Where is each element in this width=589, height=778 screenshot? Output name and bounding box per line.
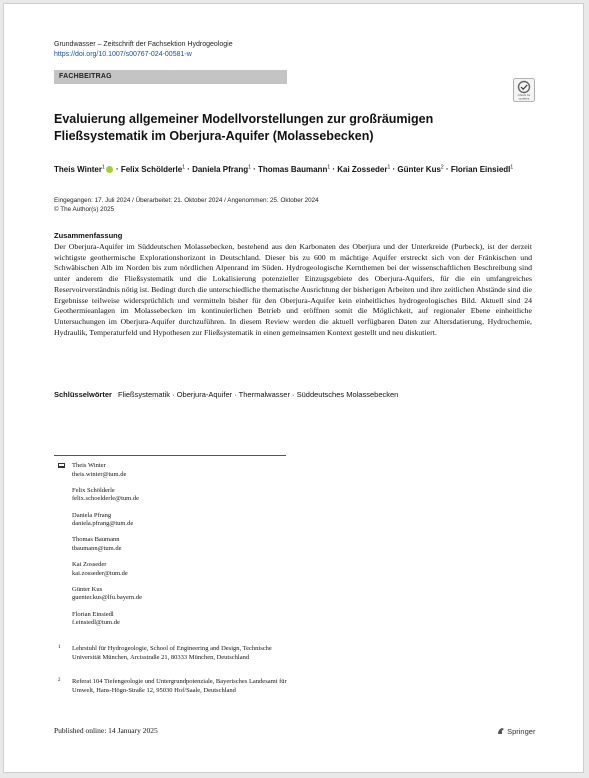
author-name: Florian Einsiedl (450, 164, 511, 174)
badge-line2: updates (518, 96, 530, 101)
author[interactable] (258, 165, 330, 174)
contact-email[interactable]: f.einsiedl@tum.de (72, 619, 120, 627)
keywords (54, 390, 398, 399)
received-dates: Eingegangen: 17. Juli 2024 / Überarbeitet: 21. Oktober 2024 / Angenommen: 25. Oktober 2024 (54, 197, 319, 204)
badge-line1: Check for (517, 93, 531, 97)
author-name: Daniela Pfrang (192, 164, 249, 174)
author[interactable] (451, 165, 513, 174)
doi-link[interactable]: https://doi.org/10.1007/s00767-024-00581-w (54, 51, 192, 58)
envelope-icon (58, 463, 65, 468)
author-affiliation-index: 1 (182, 164, 185, 170)
springer-horse-icon (497, 727, 505, 735)
author-affiliation-index: 1 (248, 164, 251, 170)
contact-email[interactable]: theis.winter@tum.de (72, 470, 127, 478)
contact-entry (54, 462, 294, 487)
contact-entry (54, 586, 294, 611)
contact-name: Florian Einsiedl (72, 610, 114, 618)
author[interactable] (397, 165, 443, 174)
section-bar (54, 70, 287, 84)
copyright: © The Author(s) 2025 (54, 206, 115, 213)
publisher-name: Springer (507, 727, 536, 736)
author-affiliation-index: 1 (327, 164, 331, 170)
affiliation-text: Lehrstuhl für Hydrogeologie, School of Engineering and Design, Technische Universität München, Arcisstraße 21, 80333 München, Deutschland (72, 645, 272, 661)
affiliation-number: 1 (58, 645, 61, 650)
author-name: Günter Kus (397, 164, 441, 174)
journal-name: Grundwasser – Zeitschrift der Fachsektion Hydrogeologie (54, 41, 233, 48)
author-affiliation-index: 2 (440, 164, 444, 170)
contact-email[interactable]: kai.zosseder@tum.de (72, 569, 128, 577)
abstract-heading: Zusammenfassung (54, 231, 123, 240)
author[interactable] (337, 165, 390, 174)
footnote-divider (54, 455, 286, 456)
contact-entry (54, 561, 294, 586)
author-name: Kai Zosseder (337, 164, 388, 174)
author-name: Felix Schölderle (120, 164, 183, 174)
author-name: Thomas Baumann (257, 164, 328, 174)
author-list: Theis Winter$^1$ · Felix Schölderle$^1$ · Daniela Pfrang$^1$ · Thomas Baumann$^1$ · Kai Zosseder$^1$ · Günter Kus$^2$ · Florian Einsiedl$^1$ (54, 164, 514, 174)
contact-name: Daniela Pfrang (72, 511, 112, 519)
check-for-updates-badge[interactable] (513, 78, 535, 102)
springer-logo (497, 727, 535, 736)
author-affiliation-index: 1 (101, 164, 105, 170)
author-name: Theis Winter (54, 164, 102, 174)
affiliation-number: 2 (58, 678, 61, 683)
abstract-text: Der Oberjura-Aquifer im Süddeutschen Molassebecken, bestehend aus den Karbonaten des Oberjura und der Unterkreide (Purbeck), ist der derzeit wichtigste geothermische Explorationshorizont in Deutschland. Dieser bis zu 600 m mächtige Aquifer erstreckt sich von der Fränkischen und Schwäbischen Alb im Norden bis zum nördlichen Alpenrand im Süden. Hydrogeologische Kernthemen bei der wissenschaftlichen Beschreibung sind unter anderem die Fließsystematik und die Lokalisierung potenzieller Einzugsgebiete des Oberjura-Aquifers, für die ein umfangreiches Reservoirverständnis nötig ist. Bedingt durch die unterschiedliche thematische Ausrichtung der bisherigen Arbeiten und ihre zeitlichen Abstände sind die Ergebnisse teilweise widersprüchlich und vermitteln bisher für den Oberjura-Aquifer kein einheitliches hydrogeologisches Bild. Aktuell sind 24 Geothermieanlagen im Molassebecken im kontinuierlichen Betrieb und eröffnen somit die Möglichkeit, auf regionaler Ebene einheitliche Untersuchungen im Oberjura-Aquifer durchzuführen. In diesem Review werden die aktuell verfügbaren Daten zur Altersdatierung, Hydrochemie, Hydraulik, Temperaturfeld und Hypothesen zur Fließsystematik in einen gemeinsamen Kontext gestellt und neu diskutiert. (54, 242, 532, 337)
contact-name: Felix Schölderle (72, 486, 115, 494)
contact-entry (54, 487, 294, 512)
author[interactable] (54, 165, 114, 174)
keywords-text: Fließsystematik · Oberjura-Aquifer · Thermalwasser · Süddeutsches Molassebecken (117, 390, 399, 399)
orcid-icon[interactable] (106, 166, 113, 173)
contact-email[interactable]: guenter.kus@lfu.bayern.de (72, 594, 143, 602)
contact-entry (54, 611, 294, 636)
keywords-label: Schlüsselwörter (54, 390, 112, 399)
contact-name: Kai Zosseder (72, 561, 107, 569)
contact-name: Theis Winter (72, 462, 106, 469)
author[interactable] (121, 165, 185, 174)
contact-name: Günter Kus (72, 585, 103, 593)
contact-email[interactable]: tbaumann@tum.de (72, 544, 122, 552)
contact-entry (54, 536, 294, 561)
author-affiliation-index: 1 (510, 164, 514, 170)
paper-title: Evaluierung allgemeiner Modellvorstellungen zur großräumigen Fließsystematik im Oberjura-Aquifer (Molassebecken) (54, 112, 434, 143)
author[interactable] (192, 165, 251, 174)
author-affiliation-index: 1 (387, 164, 391, 170)
section-label: FACHBEITRAG (59, 73, 112, 80)
contact-name: Thomas Baumann (72, 536, 120, 544)
contact-email[interactable]: felix.schoelderle@tum.de (72, 495, 139, 503)
contact-email[interactable]: daniela.pfrang@tum.de (72, 520, 134, 528)
date-block (54, 196, 319, 214)
contact-entry (54, 512, 294, 537)
published-online: Published online: 14 January 2025 (54, 726, 158, 735)
check-updates-icon (513, 78, 535, 102)
affiliation-text: Referat 104 Tiefengeologie und Untergrundpotenziale, Bayerisches Landesamt für Umwelt, Hans-Högn-Straße 12, 95030 Hof/Saale, Deutschland (72, 678, 287, 694)
paper-page (3, 3, 584, 773)
contact-list (54, 462, 294, 636)
